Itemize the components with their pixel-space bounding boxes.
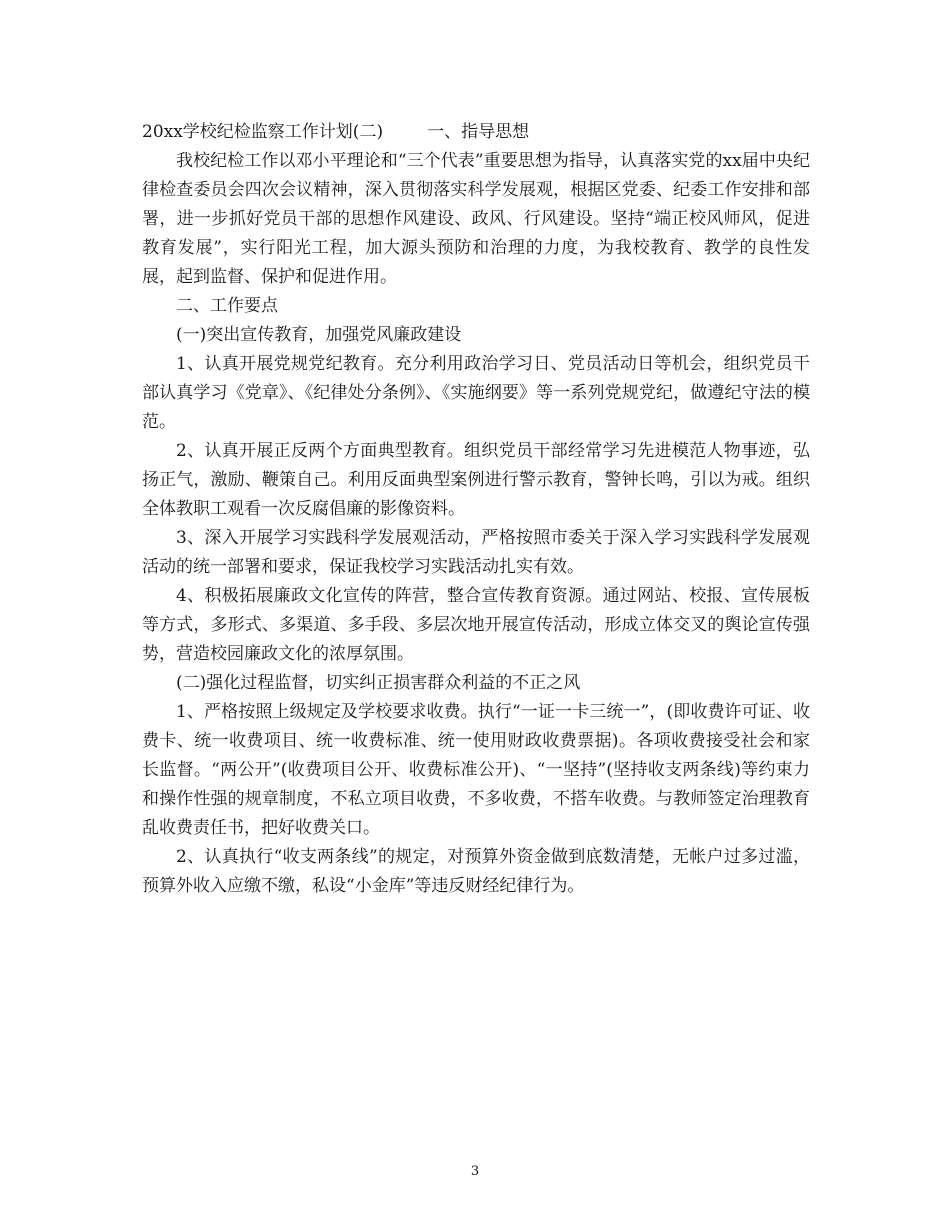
page-number: 3 xyxy=(470,1164,480,1179)
paragraph-1-1: 1、认真开展党规党纪教育。充分利用政治学习日、党员活动日等机会，组织党员干部认真学习《党章》、《纪律处分条例》、《实施纲要》等一系列党规党纪，做遵纪守法的模范。 xyxy=(142,354,810,432)
section-heading-work-points: 二、工作要点 xyxy=(176,296,278,316)
document-title: 20xx学校纪检监察工作计划(二) xyxy=(142,122,384,142)
subsection-heading-2: (二)强化过程监督，切实纠正损害群众利益的不正之风 xyxy=(176,673,581,693)
document-body xyxy=(142,118,810,901)
paragraph-2-1: 1、严格按照上级规定及学校要求收费。执行“一证一卡三统一”，(即收费许可证、收费卡、统一收费项目、统一收费标准、统一使用财政收费票据)。各项收费接受社会和家长监督。“两公开”(收费项目公开、收费标准公开)、“一坚持”(坚持收支两条线)等约束力和操作性强的规章制度，不私立项目收费，不多收费，不搭车收费。与教师签定治理教育乱收费责任书，把好收费关口。 xyxy=(142,702,810,838)
paragraph-1-4: 4、积极拓展廉政文化宣传的阵营，整合宣传教育资源。通过网站、校报、宣传展板等方式，多形式、多渠道、多手段、多层次地开展宣传活动，形成立体交叉的舆论宣传强势，营造校园廉政文化的浓厚氛围。 xyxy=(142,586,810,664)
paragraph-1-3: 3、深入开展学习实践科学发展观活动，严格按照市委关于深入学习实践科学发展观活动的统一部署和要求，保证我校学习实践活动扎实有效。 xyxy=(142,528,810,577)
section-heading-guiding-ideology: 一、指导思想 xyxy=(427,122,530,142)
paragraph-2-2: 2、认真执行“收支两条线”的规定，对预算外资金做到底数清楚，无帐户过多过滥，预算外收入应缴不缴，私设“小金库”等违反财经纪律行为。 xyxy=(142,847,810,896)
subsection-heading-1: (一)突出宣传教育，加强党风廉政建设 xyxy=(176,325,462,345)
paragraph-1-2: 2、认真开展正反两个方面典型教育。组织党员干部经常学习先进模范人物事迹，弘扬正气，激励、鞭策自己。利用反面典型案例进行警示教育，警钟长鸣，引以为戒。组织全体教职工观看一次反腐倡廉的影像资料。 xyxy=(142,441,810,519)
title-line xyxy=(142,118,810,147)
paragraph-guiding-ideology: 我校纪检工作以邓小平理论和“三个代表”重要思想为指导，认真落实党的xx届中央纪律检查委员会四次会议精神，深入贯彻落实科学发展观，根据区党委、纪委工作安排和部署，进一步抓好党员干部的思想作风建设、政风、行风建设。坚持“端正校风师风，促进教育发展”，实行阳光工程，加大源头预防和治理的力度，为我校教育、教学的良性发展，起到监督、保护和促进作用。 xyxy=(142,151,810,287)
